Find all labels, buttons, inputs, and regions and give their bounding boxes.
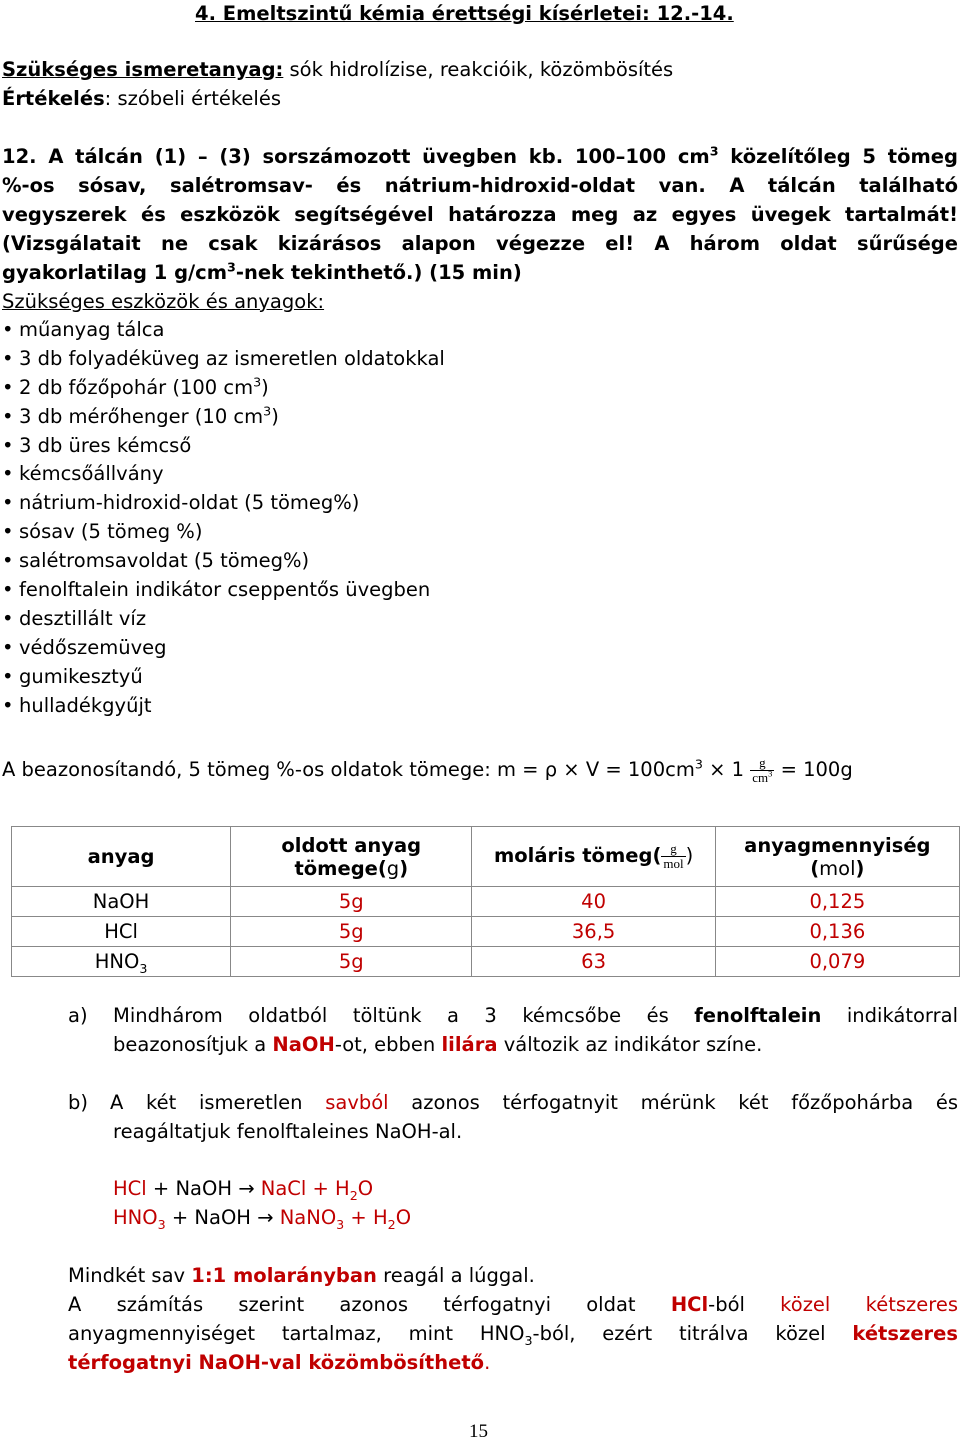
list-item: • nátrium-hidroxid-oldat (5 tömeg%) xyxy=(2,491,360,515)
data-table xyxy=(11,826,960,977)
part-b-label: b) xyxy=(68,1091,88,1114)
cell-mennyiseg: 0,125 xyxy=(715,887,959,917)
table-row xyxy=(12,947,960,977)
list-item: • hulladékgyűjt xyxy=(2,693,152,717)
evaluation-label: Értékelés xyxy=(2,87,105,110)
conclusion-line-2: A számítás szerint azonos térfogatnyi oldat HCl-ból közel kétszeres xyxy=(68,1293,958,1316)
tools-heading: Szükséges eszközök és anyagok: xyxy=(2,290,325,313)
part-b-line-1: A két ismeretlen savból azonos térfogatnyit mérünk két főzőpohárba és xyxy=(110,1091,958,1114)
conclusion-line-4: térfogatnyi NaOH-val közömbösíthető. xyxy=(68,1351,491,1374)
cell-tomeg: 5g xyxy=(231,917,472,947)
equation-hcl: HCl + NaOH → NaCl + $H_2O$ xyxy=(113,1177,374,1203)
arrow-icon: → xyxy=(238,1177,255,1200)
list-item: • sósav (5 tömeg %) xyxy=(2,520,203,544)
required-knowledge-value: sók hidrolízise, reakcióik, közömbösítés xyxy=(283,58,674,81)
list-item: • fenolftalein indikátor cseppentős üvegben xyxy=(2,578,431,602)
part-a-line-2: beazonosítjuk a NaOH-ot, ebben lilára változik az indikátor színe. xyxy=(113,1033,763,1056)
table-header-row xyxy=(12,827,960,887)
cell-anyag: HCl xyxy=(12,917,231,947)
task-line-5: gyakorlatilag 1 $g/cm^3$-nek tekinthető.) (15 min) xyxy=(2,259,522,284)
list-item: • műanyag tálca xyxy=(2,318,165,341)
page-title: 4. Emeltszintű kémia érettségi kísérletei: 12.-14. xyxy=(195,2,734,25)
task-line-3: vegyszerek és eszközök segítségével határozza meg az egyes üvegek tartalmát! xyxy=(2,203,958,226)
cell-tomeg: 5g xyxy=(231,887,472,917)
page-number: 15 xyxy=(469,1421,488,1442)
tools-list xyxy=(2,316,445,720)
header-anyagmennyiseg: anyagmennyiség (mol) xyxy=(715,827,959,887)
part-b-line-2: reagáltatjuk fenolftaleines NaOH-al. xyxy=(113,1120,463,1143)
equation-hno3: $HNO_3$ + NaOH → NaNO$_3$ + $H_2O$ xyxy=(113,1206,412,1232)
cell-molaris: 36,5 xyxy=(472,917,715,947)
cell-molaris: 40 xyxy=(472,887,715,917)
evaluation xyxy=(2,87,281,110)
list-item: • védőszemüveg xyxy=(2,635,167,659)
arrow-icon: → xyxy=(257,1206,274,1229)
conclusion-line-3: anyagmennyiséget tartalmaz, mint $HNO_3$-ból, ezért titrálva közel kétszeres xyxy=(68,1322,958,1348)
evaluation-value: : szóbeli értékelés xyxy=(104,87,282,110)
list-item: • salétromsavoldat (5 tömeg%) xyxy=(2,549,310,573)
required-knowledge-label: Szükséges ismeretanyag: xyxy=(2,58,284,81)
list-item: • kémcsőállvány xyxy=(2,462,164,486)
header-anyag: anyag xyxy=(12,827,231,887)
list-item: • 3 db folyadéküveg az ismeretlen oldatokkal xyxy=(2,346,445,370)
header-molaris: moláris tömeg( $\frac{g}{\text{mol}}$ ) xyxy=(472,827,715,887)
cell-anyag: $HNO_3$ xyxy=(12,947,231,977)
list-item: • 2 db főzőpohár (100 $cm^3$) xyxy=(2,374,269,399)
list-item: • desztillált víz xyxy=(2,606,147,630)
header-oldott: oldott anyag tömege(g) xyxy=(231,827,472,887)
cell-tomeg: 5g xyxy=(231,947,472,977)
task-line-1: 12. A tálcán (1) – (3) sorszámozott üvegben kb. 100–100 $cm^3$ közelítőleg 5 tömeg xyxy=(2,143,958,168)
mass-formula: A beazonosítandó, 5 tömeg %-os oldatok tömege: $m = \rho \times V = 100cm^3 \times 1$ $\frac{g}{cm^3}$ = 100g xyxy=(2,755,853,785)
task-line-2: %-os sósav, salétromsav- és nátrium-hidroxid-oldat van. A tálcán található xyxy=(2,174,958,197)
cell-anyag: NaOH xyxy=(12,887,231,917)
table-row xyxy=(12,887,960,917)
mass-fraction: $\frac{g}{cm^3}$ xyxy=(752,755,773,785)
task-line-4: (Vizsgálatait ne csak kizárásos alapon végezze el! A három oldat sűrűsége xyxy=(2,232,958,255)
conclusion-line-1: Mindkét sav 1:1 molarányban reagál a lúggal. xyxy=(68,1264,535,1287)
part-a-label: a) xyxy=(68,1004,88,1027)
part-a-line-1: Mindhárom oldatból töltünk a 3 kémcsőbe és fenolftalein indikátorral xyxy=(113,1004,958,1027)
cell-mennyiseg: 0,136 xyxy=(715,917,959,947)
cell-mennyiseg: 0,079 xyxy=(715,947,959,977)
table-row xyxy=(12,917,960,947)
list-item: • 3 db mérőhenger (10 $cm^3$) xyxy=(2,403,279,428)
list-item: • gumikesztyű xyxy=(2,664,143,688)
required-knowledge xyxy=(2,58,673,81)
list-item: • 3 db üres kémcső xyxy=(2,433,192,457)
cell-molaris: 63 xyxy=(472,947,715,977)
